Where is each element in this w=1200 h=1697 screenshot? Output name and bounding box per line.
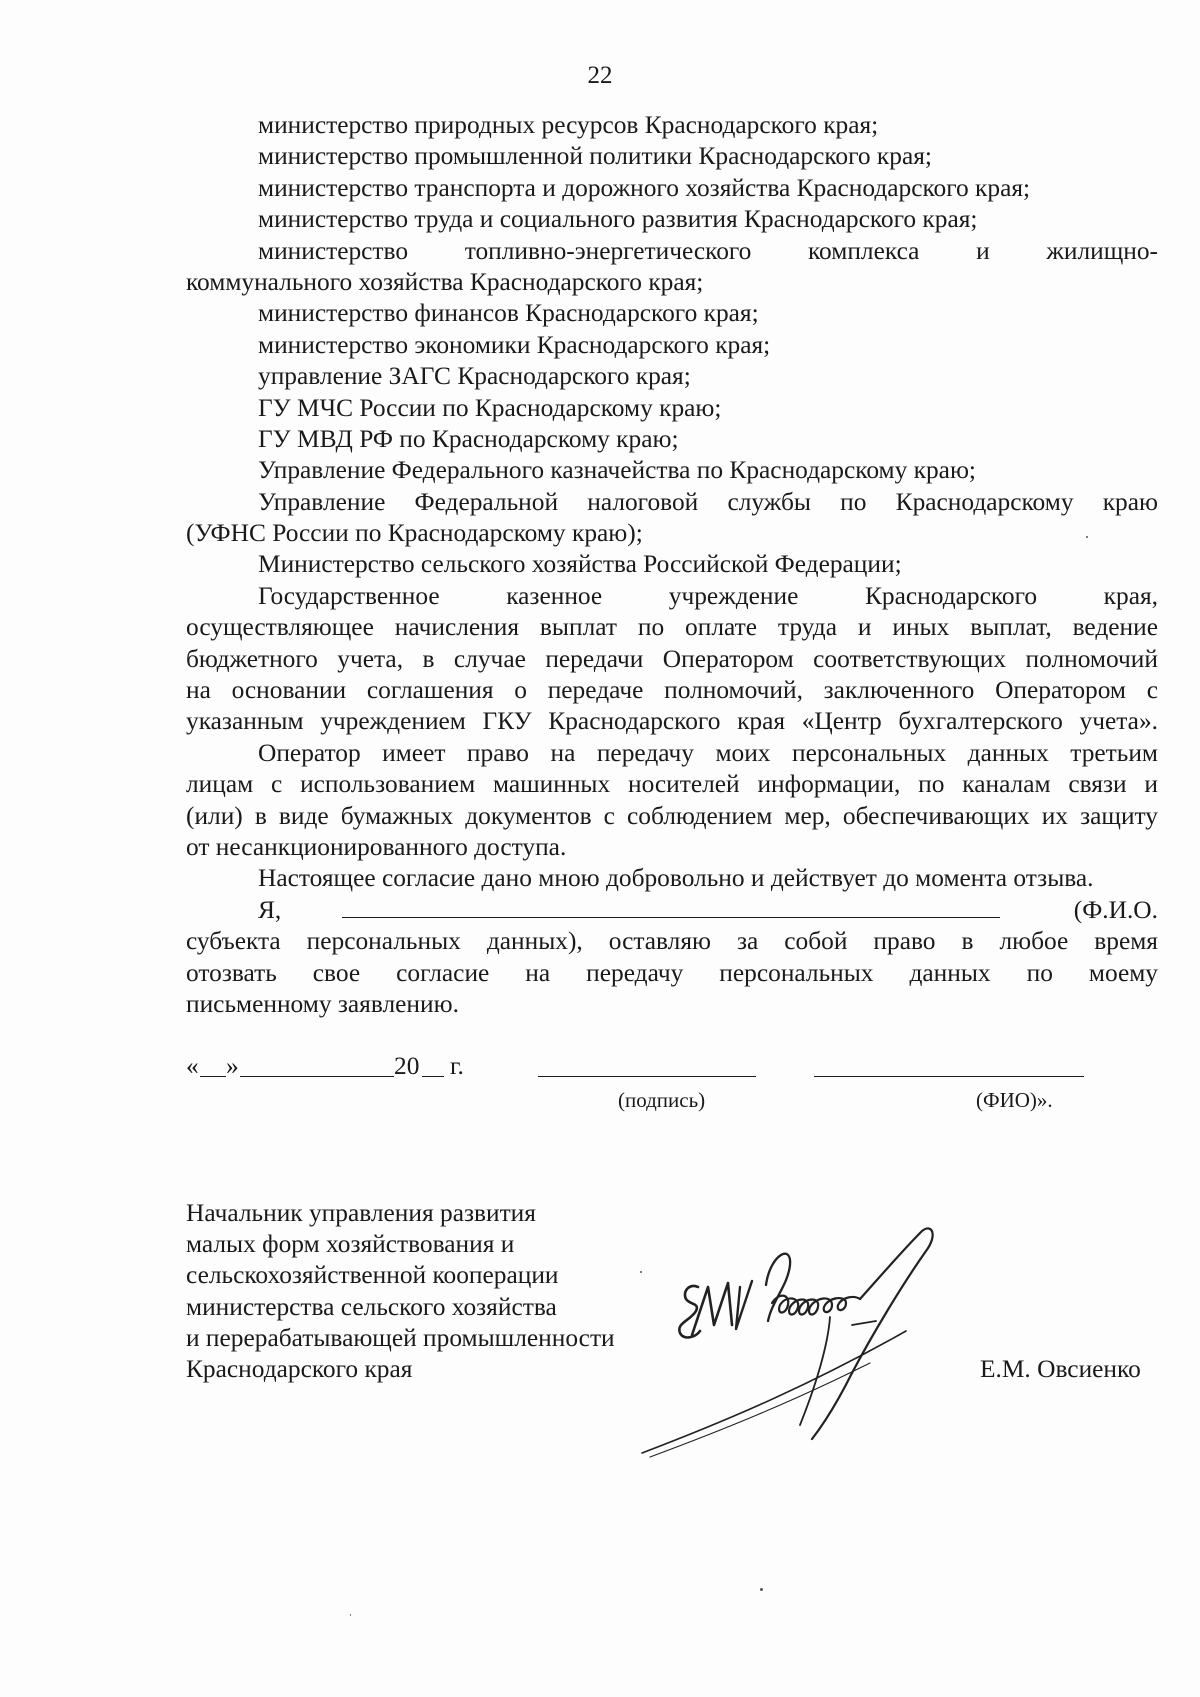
- body-line: ГУ МЧС России по Краснодарскому краю;: [258, 393, 722, 422]
- signer-line: сельскохозяйственной кооперации: [186, 1261, 559, 1290]
- date-signature-line: [186, 1052, 1158, 1086]
- body-line: ГУ МВД РФ по Краснодарскому краю;: [258, 424, 679, 453]
- signer-line: и перерабатывающей промышленности: [186, 1323, 615, 1352]
- body-line: (УФНС России по Краснодарскому краю);: [186, 519, 643, 548]
- body-line: (или) в виде бумажных документов с соблюдением мер, обеспечивающих их защиту: [186, 801, 1158, 830]
- fio-name-blank-field[interactable]: [814, 1076, 1084, 1077]
- year-blank-field[interactable]: [422, 1076, 444, 1077]
- signer-line: министерства сельского хозяйства: [186, 1292, 557, 1321]
- signer-line: Краснодарского края: [186, 1355, 413, 1384]
- body-line: министерство финансов Краснодарского края;: [258, 299, 759, 328]
- month-blank-field[interactable]: [240, 1076, 394, 1077]
- year-suffix: г.: [450, 1052, 464, 1080]
- body-line: указанным учреждением ГКУ Краснодарского края «Центр бухгалтерского учета».: [186, 707, 1158, 736]
- body-line: бюджетного учета, в случае передачи Оператором соответствующих полномочий: [186, 644, 1158, 673]
- body-line: коммунального хозяйства Краснодарского края;: [186, 267, 704, 296]
- scan-speck: [350, 1614, 351, 1616]
- signature-blank-field[interactable]: [538, 1076, 756, 1077]
- signer-name: Е.М. Овсиенко: [980, 1355, 1141, 1383]
- body-line: Государственное казенное учреждение Краснодарского края,: [258, 581, 1158, 610]
- body-line: Оператор имеет право на передачу моих персональных данных третьим: [258, 738, 1158, 767]
- page-number: 22: [587, 62, 613, 89]
- body-line: осуществляющее начисления выплат по оплате труда и иных выплат, ведение: [186, 613, 1158, 642]
- body-line: министерство промышленной политики Краснодарского края;: [258, 142, 932, 171]
- close-quote: »: [226, 1052, 239, 1080]
- body-line: министерство природных ресурсов Краснодарского края;: [258, 111, 879, 139]
- handwritten-signature: [640, 1225, 1020, 1485]
- day-blank-field[interactable]: [200, 1076, 226, 1077]
- body-line: министерство экономики Краснодарского края;: [258, 330, 771, 359]
- ya-label: Я,: [258, 895, 282, 924]
- body-line: министерство топливно-энергетического комплекса и жилищно-: [258, 236, 1158, 265]
- scan-speck: [640, 1271, 642, 1273]
- fio-fill-line: [186, 895, 1158, 926]
- body-line: министерство транспорта и дорожного хозяйства Краснодарского края;: [258, 173, 1031, 202]
- body-line: лицам с использованием машинных носителей информации, по каналам связи и: [186, 770, 1158, 799]
- body-line: на основании соглашения о передаче полномочий, заключенного Оператором с: [186, 676, 1158, 705]
- year-prefix: 20: [394, 1052, 420, 1080]
- signature-caption: (подпись): [618, 1088, 706, 1112]
- body-line: Министерство сельского хозяйства Российской Федерации;: [258, 550, 902, 579]
- scan-speck: [1086, 536, 1088, 538]
- document-body: [186, 110, 1158, 1020]
- body-line: Управление Федерального казначейства по Краснодарскому краю;: [258, 456, 976, 485]
- body-line: министерство труда и социального развития Краснодарского края;: [258, 205, 978, 234]
- body-line: отозвать свое согласие на передачу персональных данных по моему: [186, 958, 1158, 987]
- body-line: письменному заявлению.: [186, 989, 459, 1018]
- signer-position: [186, 1198, 615, 1385]
- body-line: Управление Федеральной налоговой службы по Краснодарскому краю: [258, 487, 1158, 516]
- scan-speck: [760, 1588, 763, 1591]
- body-line: управление ЗАГС Краснодарского края;: [258, 362, 691, 391]
- body-line: Настоящее согласие дано мною добровольно и действует до момента отзыва.: [258, 864, 1094, 893]
- body-line: от несанкционированного доступа.: [186, 832, 567, 861]
- signer-line: малых форм хозяйствования и: [186, 1230, 515, 1259]
- open-quote: «: [186, 1052, 199, 1080]
- body-line: субъекта персональных данных), оставляю за собой право в любое время: [186, 927, 1158, 956]
- fio-caption: (ФИО)».: [976, 1088, 1053, 1112]
- signer-line: Начальник управления развития: [186, 1199, 536, 1227]
- fio-hint: (Ф.И.О.: [1073, 895, 1158, 924]
- fio-blank-field[interactable]: [342, 895, 1000, 918]
